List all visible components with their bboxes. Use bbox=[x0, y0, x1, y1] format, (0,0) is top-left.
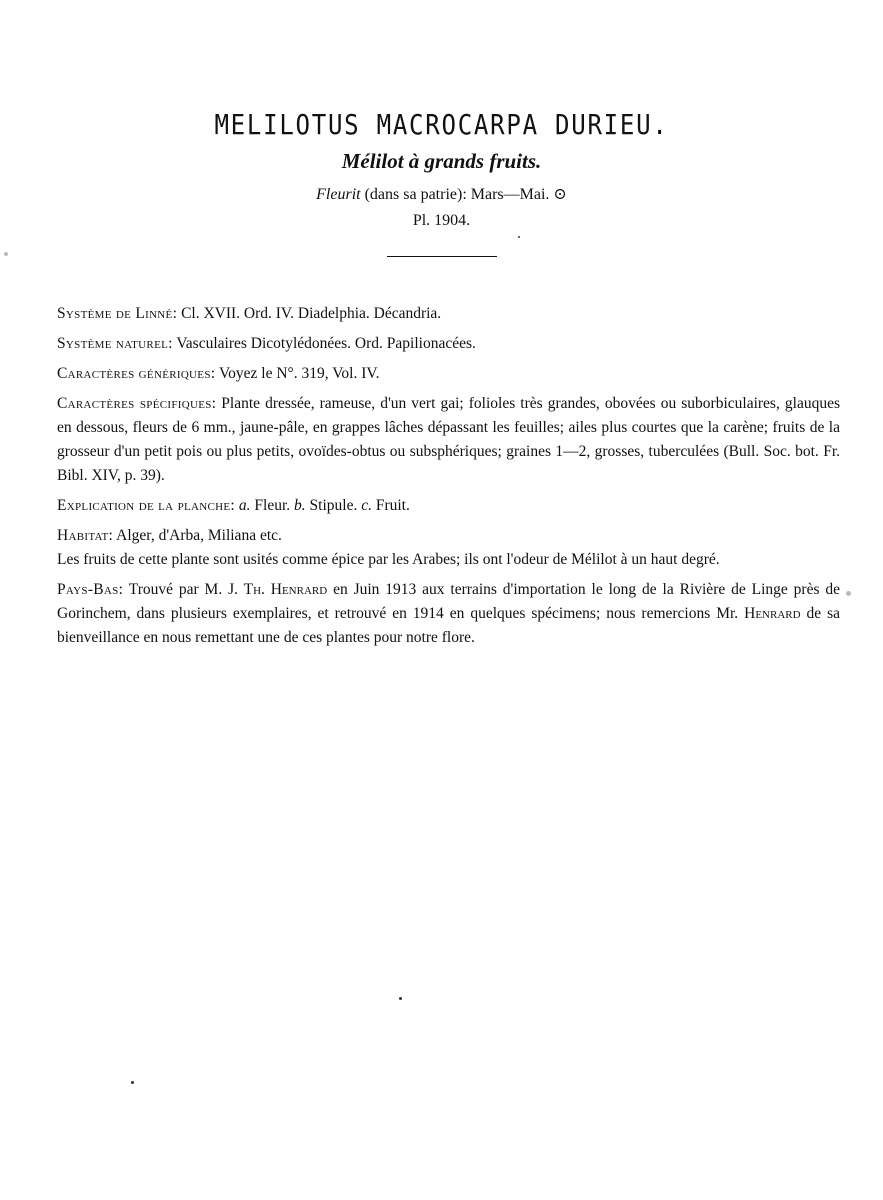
usage-text: Les fruits de cette plante sont usités comme épice par les Arabes; ils ont l'odeur de Mélilot à un haut degré. bbox=[57, 551, 720, 568]
paysbas-paragraph bbox=[57, 578, 840, 650]
naturel-paragraph bbox=[57, 332, 840, 356]
specifiques-label: Caractères spécifiques: bbox=[57, 395, 217, 412]
explication-c-text: Fruit. bbox=[371, 497, 410, 514]
explication-a: a. bbox=[235, 497, 251, 514]
collector-name-1: Th. Henrard bbox=[238, 581, 328, 598]
habitat-label: Habitat: bbox=[57, 527, 114, 544]
common-name: Mélilot à grands fruits. bbox=[341, 149, 542, 173]
print-speck bbox=[518, 236, 520, 238]
print-speck bbox=[846, 591, 851, 596]
explication-label: Explication de la planche: bbox=[57, 497, 236, 514]
print-speck bbox=[4, 252, 8, 256]
header-divider bbox=[387, 256, 497, 257]
flowering-text: (dans sa patrie): Mars—Mai. ⊙ bbox=[360, 186, 567, 203]
habitat-text: Alger, d'Arba, Miliana etc. bbox=[113, 527, 282, 544]
naturel-text: Vasculaires Dicotylédonées. Ord. Papilionacées. bbox=[172, 335, 476, 352]
specifiques-text: Plante dressée, rameuse, d'un vert gai; folioles très grandes, obovées ou suborbiculaires, glauques en dessous, fleurs de 6 mm., jaune-pâle, en grappes lâches dépassant les feuilles; ailes plus courtes que la carène; fruits de la grosseur d'un petit pois ou plus petits, ovoïdes-obtus ou subsphériques; graines 1—2, grosses, tuberculées (Bull. Soc. bot. Fr. Bibl. XIV, p. 39). bbox=[57, 395, 840, 484]
flowering-label: Fleurit bbox=[316, 186, 361, 203]
naturel-label: Système naturel: bbox=[57, 335, 173, 352]
print-speck bbox=[399, 997, 402, 1000]
linne-text: Cl. XVII. Ord. IV. Diadelphia. Décandria. bbox=[177, 305, 442, 322]
explication-b: b. bbox=[290, 497, 306, 514]
collector-name-2: Henrard bbox=[738, 605, 801, 622]
linne-label: Système de Linné: bbox=[57, 305, 178, 322]
habitat-paragraph bbox=[57, 524, 840, 548]
paysbas-text-3: de sa bienveillance en nous remettant une de ces plantes pour notre flore. bbox=[57, 605, 840, 646]
linne-paragraph bbox=[57, 302, 840, 326]
explication-a-text: Fleur. bbox=[250, 497, 291, 514]
specifiques-paragraph bbox=[57, 392, 840, 488]
generiques-label: Caractères génériques: bbox=[57, 365, 216, 382]
description-body bbox=[57, 302, 840, 656]
explication-c: c. bbox=[357, 497, 372, 514]
page-header bbox=[0, 108, 883, 257]
species-title: MELILOTUS MACROCARPA DURIEU. bbox=[214, 108, 669, 141]
print-speck bbox=[131, 1081, 134, 1084]
usage-paragraph bbox=[57, 548, 840, 572]
generiques-text: Voyez le N°. 319, Vol. IV. bbox=[215, 365, 380, 382]
explication-paragraph bbox=[57, 494, 840, 518]
paysbas-text-2: en Juin 1913 aux terrains d'importation le long de la Rivière de Linge près de Gorinchem, dans plusieurs exemplaires, et retrouvé en 1914 en quelques spécimens; nous remercions Mr. bbox=[57, 581, 840, 622]
explication-b-text: Stipule. bbox=[305, 497, 358, 514]
plate-number: Pl. 1904. bbox=[412, 212, 471, 229]
paysbas-label: Pays-Bas: bbox=[57, 581, 124, 598]
paysbas-text-1: Trouvé par M. J. bbox=[123, 581, 238, 598]
generiques-paragraph bbox=[57, 362, 840, 386]
flowering-line bbox=[0, 184, 883, 204]
